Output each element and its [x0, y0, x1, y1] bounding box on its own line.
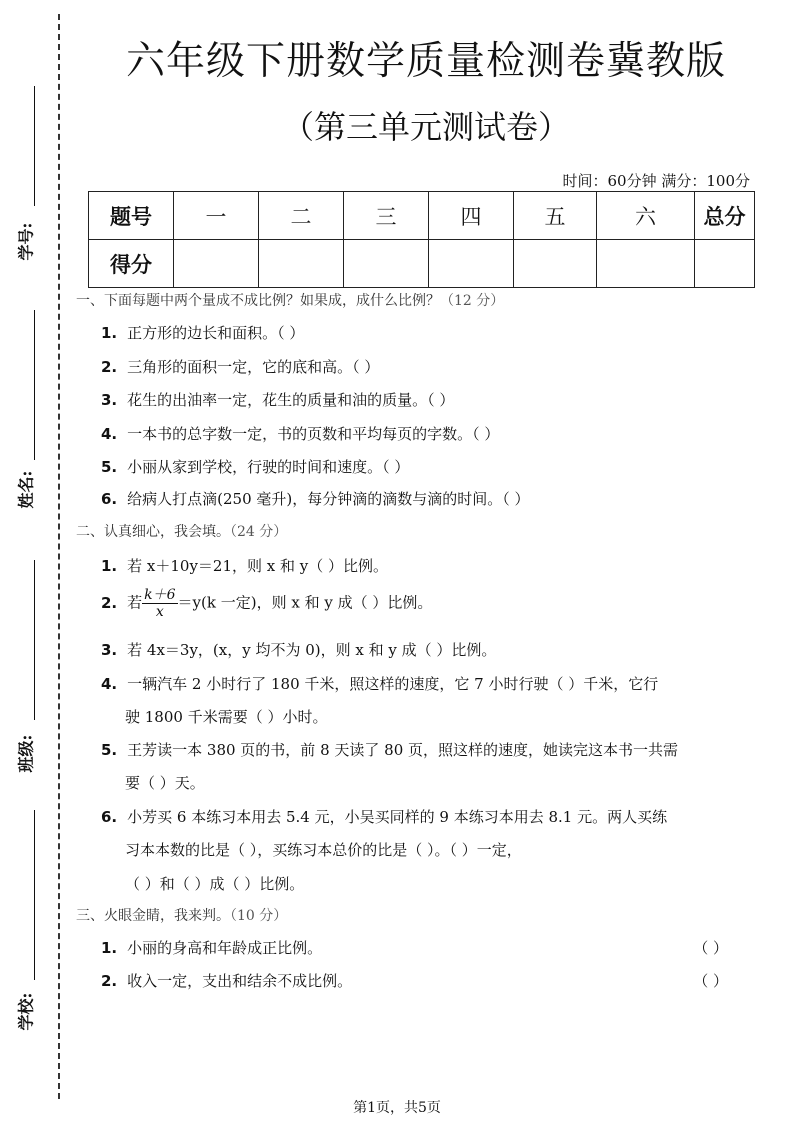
student-number-rule — [34, 86, 35, 206]
fraction-denominator: x — [155, 604, 164, 621]
question-text: 三角形的面积一定，它的底和高。（ ） — [127, 358, 380, 376]
question-text: 一辆汽车 2 小时行了 180 千米，照这样的速度，它 7 小时行驶（ ）千米，它行 — [127, 675, 659, 693]
section-1-points: （12 分） — [440, 293, 505, 309]
score-table-score-row — [89, 240, 755, 288]
section-3-title: 三、火眼金睛，我来判。 — [76, 908, 230, 924]
question-number: 1. — [101, 939, 118, 957]
class-label: 班级: — [16, 734, 36, 773]
question-text: 若 x＋10y＝21，则 x 和 y（ ）比例。 — [127, 557, 389, 575]
question-continuation: （ ）和（ ）成（ ）比例。 — [125, 875, 305, 893]
question-text: 小丽从家到学校，行驶的时间和速度。（ ） — [127, 458, 410, 476]
question-text: 若 — [127, 593, 143, 612]
score-header-cell: 五 — [514, 192, 597, 240]
class-rule — [34, 560, 35, 720]
question-number: 3. — [101, 641, 118, 659]
school-label: 学校: — [16, 992, 36, 1031]
score-cell[interactable] — [514, 240, 597, 288]
question-item — [101, 673, 658, 694]
question-number: 2. — [101, 972, 118, 990]
fraction — [142, 587, 177, 620]
question-item — [101, 806, 667, 827]
question-text: 小芳买 6 本练习本用去 5.4 元，小吴买同样的 9 本练习本用去 8.1 元。两人买练 — [127, 808, 668, 826]
question-item — [101, 423, 499, 444]
question-item — [101, 488, 530, 509]
question-text: 收入一定，支出和结余不成比例。 — [127, 972, 353, 990]
score-header-cell: 四 — [429, 192, 514, 240]
score-cell[interactable] — [344, 240, 429, 288]
question-text: 花生的出油率一定，花生的质量和油的质量。（ ） — [127, 391, 455, 409]
score-header-cell: 一 — [174, 192, 259, 240]
question-text: 王芳读一本 380 页的书，前 8 天读了 80 页，照这样的速度，她读完这本书一共需 — [127, 741, 679, 759]
section-1-title: 一、下面每题中两个量成不成比例？如果成，成什么比例？ — [76, 293, 440, 309]
score-cell[interactable] — [429, 240, 514, 288]
binding-dashed-line — [58, 14, 60, 1099]
judge-item — [101, 937, 322, 958]
question-number: 4. — [101, 425, 118, 443]
name-label: 姓名: — [16, 470, 36, 509]
question-number: 5. — [101, 458, 118, 476]
section-3-heading — [76, 905, 287, 925]
answer-paren[interactable]: （ ） — [693, 972, 728, 990]
question-continuation: 要（ ）天。 — [125, 774, 205, 792]
question-number: 1. — [101, 324, 118, 342]
score-header-cell: 六 — [597, 192, 695, 240]
score-table-header-row — [89, 192, 755, 240]
time-info: 时间：60分钟 满分：100分 — [562, 172, 750, 190]
question-number: 1. — [101, 557, 118, 575]
question-text: 给病人打点滴(250 毫升)，每分钟滴的滴数与滴的时间。（ ） — [127, 490, 530, 508]
answer-paren[interactable]: （ ） — [693, 939, 728, 957]
question-number: 3. — [101, 391, 118, 409]
name-rule — [34, 310, 35, 460]
section-3-points: （10 分） — [230, 908, 288, 924]
score-cell[interactable] — [174, 240, 259, 288]
score-cell[interactable] — [695, 240, 755, 288]
score-table — [88, 191, 755, 288]
question-item — [101, 356, 379, 377]
score-cell[interactable] — [259, 240, 344, 288]
section-2-points: （24 分） — [230, 524, 288, 540]
student-number-label: 学号: — [16, 222, 36, 261]
question-item — [101, 322, 304, 343]
question-item — [101, 739, 678, 760]
page-subtitle: （第三单元测试卷） — [281, 108, 570, 146]
question-item — [101, 389, 454, 410]
question-text: 正方形的边长和面积。（ ） — [127, 324, 305, 342]
question-item — [101, 587, 432, 620]
score-header-cell: 题号 — [89, 192, 174, 240]
page-footer: 第1页，共5页 — [353, 1100, 441, 1116]
fraction-numerator: k＋6 — [144, 587, 176, 603]
question-number: 4. — [101, 675, 118, 693]
score-header-cell: 总分 — [695, 192, 755, 240]
judge-item — [101, 970, 352, 991]
question-number: 6. — [101, 490, 118, 508]
question-text: 若 4x＝3y，(x，y 均不为 0)，则 x 和 y 成（ ）比例。 — [127, 641, 497, 659]
question-item — [101, 555, 388, 576]
section-2-title: 二、认真细心，我会填。 — [76, 524, 230, 540]
school-rule — [34, 810, 35, 980]
question-continuation: 习本本数的比是（ ），买练习本总价的比是（ ）。（ ）一定， — [125, 841, 522, 859]
question-text: 小丽的身高和年龄成正比例。 — [127, 939, 323, 957]
section-1-heading — [76, 290, 504, 310]
question-item — [101, 456, 409, 477]
score-row-label: 得分 — [89, 240, 174, 288]
score-header-cell: 二 — [259, 192, 344, 240]
section-2-heading — [76, 521, 287, 541]
question-number: 2. — [101, 593, 118, 612]
page-title: 六年级下册数学质量检测卷冀教版 — [125, 39, 726, 84]
question-text: 一本书的总字数一定，书的页数和平均每页的字数。（ ） — [127, 425, 500, 443]
question-number: 2. — [101, 358, 118, 376]
question-number: 6. — [101, 808, 118, 826]
question-continuation: 驶 1800 千米需要（ ）小时。 — [125, 708, 328, 726]
score-cell[interactable] — [597, 240, 695, 288]
question-text: ＝y(k 一定)，则 x 和 y 成（ ）比例。 — [177, 593, 433, 612]
score-header-cell: 三 — [344, 192, 429, 240]
question-number: 5. — [101, 741, 118, 759]
question-item — [101, 639, 496, 660]
